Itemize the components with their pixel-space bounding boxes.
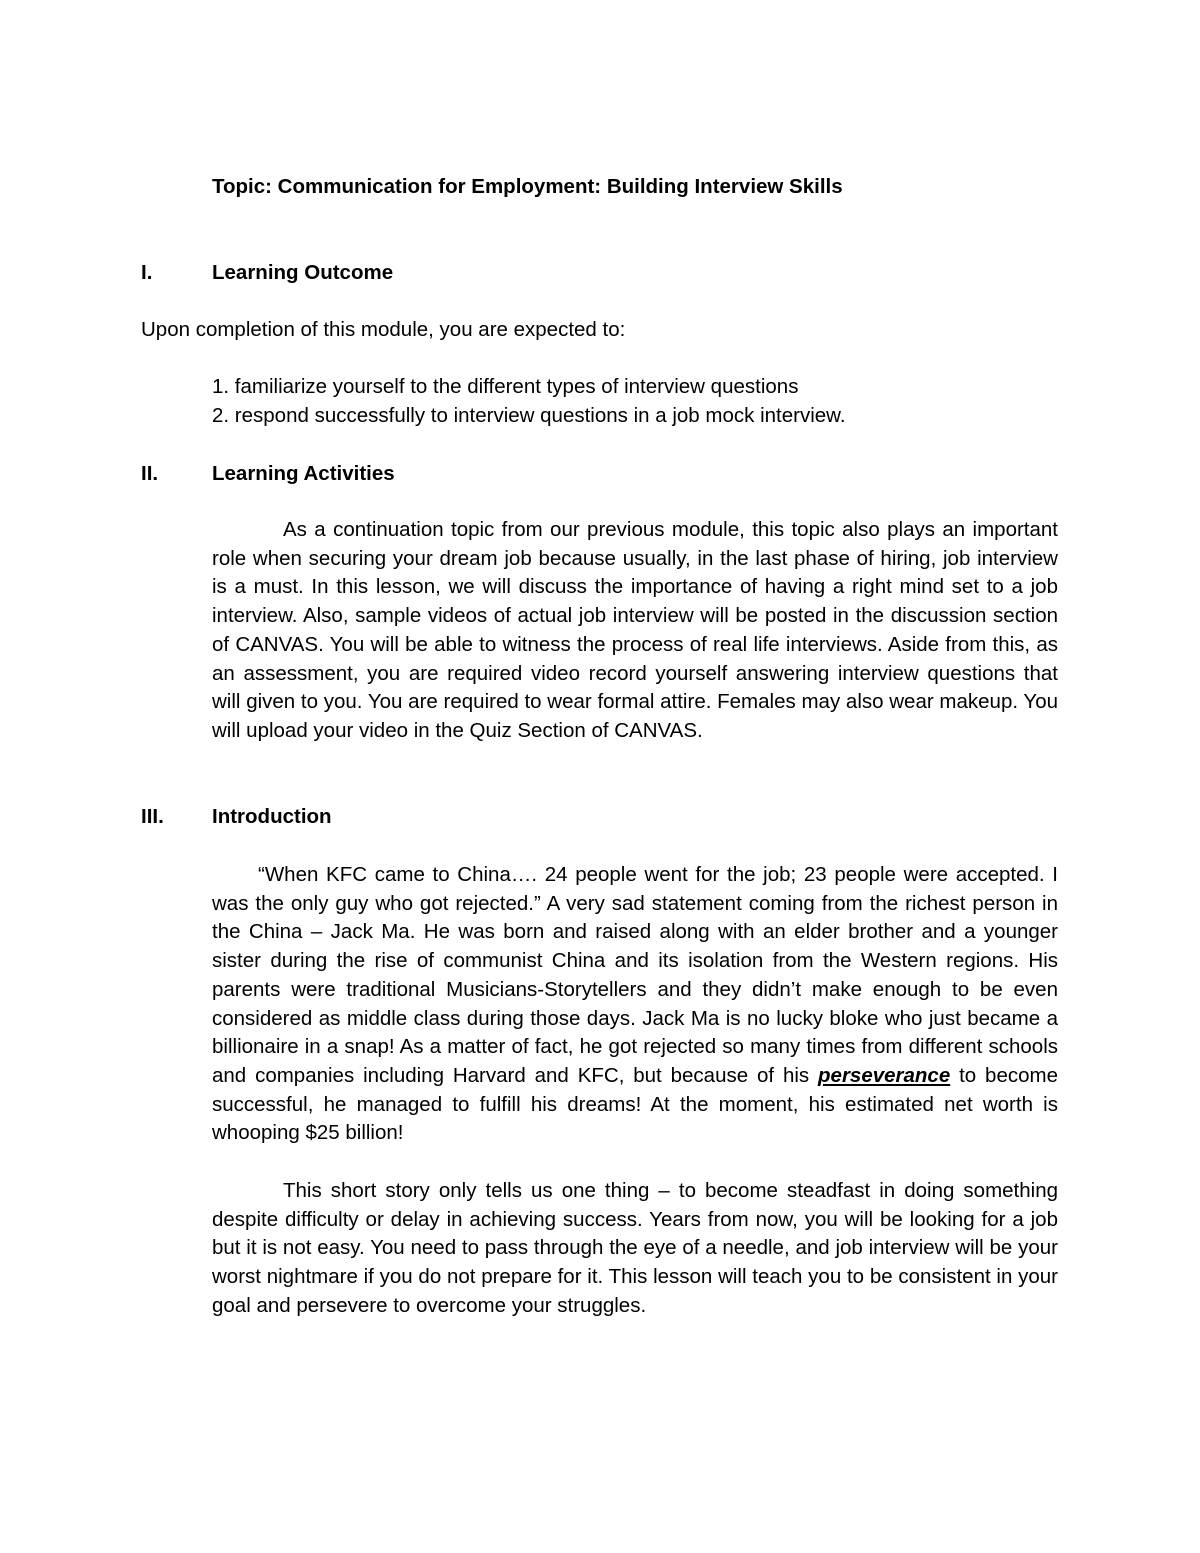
section-heading-learning-outcome bbox=[141, 259, 393, 287]
activities-paragraph: As a continuation topic from our previous module, this topic also plays an important role when securing your dream job because usually, in the last phase of hiring, job interview is a must. In this lesson, we will discuss the importance of having a right mind set to a job interview. Also, sample videos of actual job interview will be posted in the discussion section of CANVAS. You will be able to witness the process of real life interviews. Aside from this, as an assessment, you are required video record yourself answering interview questions that will given to you. You are required to wear formal attire. Females may also wear makeup. You will upload your video in the Quiz Section of CANVAS. bbox=[212, 518, 1058, 742]
list-item: 1. familiarize yourself to the different types of interview questions bbox=[212, 375, 799, 398]
emphasized-word: perseverance bbox=[818, 1063, 951, 1087]
closing-paragraph: This short story only tells us one thing – to become steadfast in doing something despite difficulty or delay in achieving success. Years from now, you will be looking for a job but it is not easy. You need to pass through the eye of a needle, and job interview will be your worst nightmare if you do not prepare for it. This lesson will teach you to be consistent in your goal and persevere to overcome your struggles. bbox=[212, 1179, 1058, 1317]
page-title: Topic: Communication for Employment: Building Interview Skills bbox=[212, 175, 843, 198]
introduction-text-start: “When KFC came to China…. 24 people went for the job; 23 people were accepted. I was the only guy who got rejected.” A very sad statement coming from the richest person in the China – Jack Ma. He was born and raised along with an elder brother and a younger sister during the rise of communist China and its isolation from the Western regions. His parents were traditional Musicians-Storytellers and they didn’t make enough to be even considered as middle class during those days. Jack Ma is no lucky bloke who just became a billionaire in a snap! As a matter of fact, he got rejected so many times from different schools and companies including Harvard and KFC, but because of his bbox=[212, 863, 1058, 1087]
section-title: Introduction bbox=[212, 805, 332, 828]
introduction-text-end: to become successful, he managed to fulfill his dreams! At the moment, his estimated net worth is whooping $25 billion! bbox=[212, 1063, 1058, 1145]
introduction-paragraph bbox=[212, 861, 1058, 1148]
section-number: III. bbox=[141, 805, 164, 828]
outcome-intro-text: Upon completion of this module, you are expected to: bbox=[141, 318, 626, 341]
section-heading-learning-activities bbox=[141, 460, 395, 488]
list-item: 2. respond successfully to interview questions in a job mock interview. bbox=[212, 403, 846, 427]
objectives-list bbox=[212, 373, 846, 430]
section-number: I. bbox=[141, 261, 153, 284]
section-heading-introduction bbox=[141, 803, 332, 831]
section-number: II. bbox=[141, 462, 159, 485]
section-title: Learning Activities bbox=[212, 462, 395, 485]
section-title: Learning Outcome bbox=[212, 261, 394, 284]
